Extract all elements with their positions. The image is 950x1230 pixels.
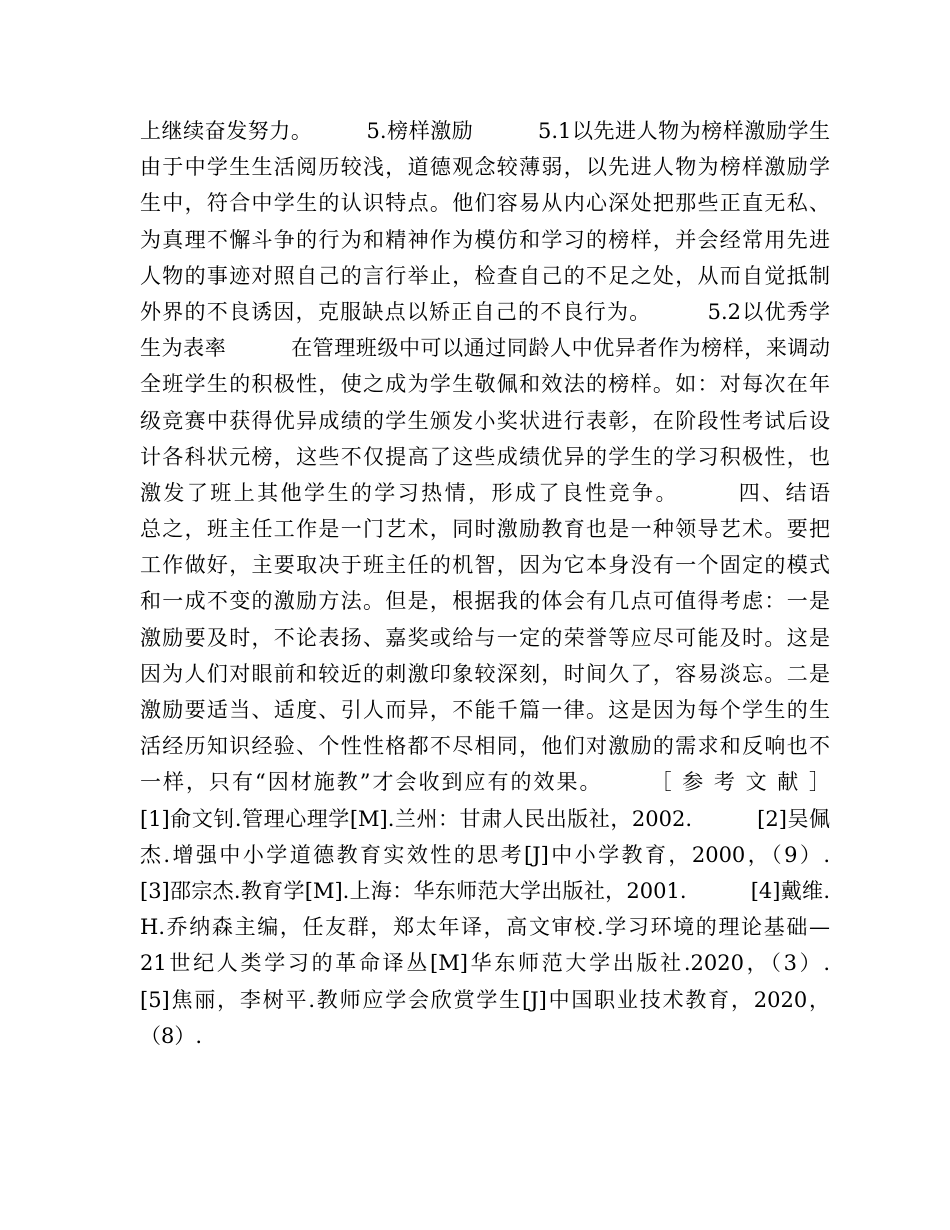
text-line: 上继续奋发努力。 5.榜样激励 5.1以先进人物为榜样激励学生 [140,119,830,143]
text-line: 由于中学生生活阅历较浅，道德观念较薄弱，以先进人物为榜样激励学 [140,155,830,180]
text-line: 工作做好，主要取决于班主任的机智，因为它本身没有一个固定的模式 [140,553,830,578]
text-line: 计各科状元榜，这些不仅提高了这些成绩优异的学生的学习积极性，也 [140,444,830,469]
reference-line: [1]俞文钊.管理心理学[M].兰州：甘肃人民出版社，2002. [2]吴佩 [140,806,830,831]
text-line: 和一成不变的激励方法。但是，根据我的体会有几点可值得考虑：一是 [140,589,830,614]
text-line: 级竞赛中获得优异成绩的学生颁发小奖状进行表彰，在阶段性考试后设 [140,408,830,433]
text-line: 全班学生的积极性，使之成为学生敬佩和效法的榜样。如：对每次在年 [140,372,830,397]
text-line: 激发了班上其他学生的学习热情，形成了良性竞争。 四、结语 [140,480,830,505]
reference-line: 杰.增强中小学道德教育实效性的思考[J]中小学教育，2000，（9）. [140,842,830,867]
reference-line: [5]焦丽，李树平.教师应学会欣赏学生[J]中国职业技术教育，2020， [140,987,830,1012]
reference-line: H.乔纳森主编，任友群，郑太年译，高文审校.学习环境的理论基础— [140,915,830,940]
text-line: 外界的不良诱因，克服缺点以矫正自己的不良行为。 5.2以优秀学 [140,299,830,324]
text-line: 因为人们对眼前和较近的刺激印象较深刻，时间久了，容易淡忘。二是 [140,661,830,686]
text-line: 生中，符合中学生的认识特点。他们容易从内心深处把那些正直无私、 [140,191,830,216]
text-line: 为真理不懈斗争的行为和精神作为模仿和学习的榜样，并会经常用先进 [140,227,830,252]
text-line: 活经历知识经验、个性性格都不尽相同，他们对激励的需求和反响也不 [140,734,830,759]
text-line: 激励要适当、适度、引人而异，不能千篇一律。这是因为每个学生的生 [140,698,830,722]
reference-line: [3]邵宗杰.教育学[M].上海：华东师范大学出版社，2001. [4]戴维. [140,878,830,903]
text-line: 生为表率 在管理班级中可以通过同龄人中优异者作为榜样，来调动 [140,336,830,361]
text-line: 人物的事迹对照自己的言行举止，检查自己的不足之处，从而自觉抵制 [140,263,830,288]
reference-line: （8）. [140,1023,203,1048]
text-line: 一样，只有“因材施教”才会收到应有的效果。 ［ 参 考 文 献 ］ [140,770,830,795]
text-line: 激励要及时，不论表扬、嘉奖或给与一定的荣誉等应尽可能及时。这是 [140,625,830,650]
reference-line: 21世纪人类学习的革命译丛[M]华东师范大学出版社.2020，（3）. [140,951,830,976]
body-text [140,113,830,1054]
text-line: 总之，班主任工作是一门艺术，同时激励教育也是一种领导艺术。要把 [140,517,830,542]
